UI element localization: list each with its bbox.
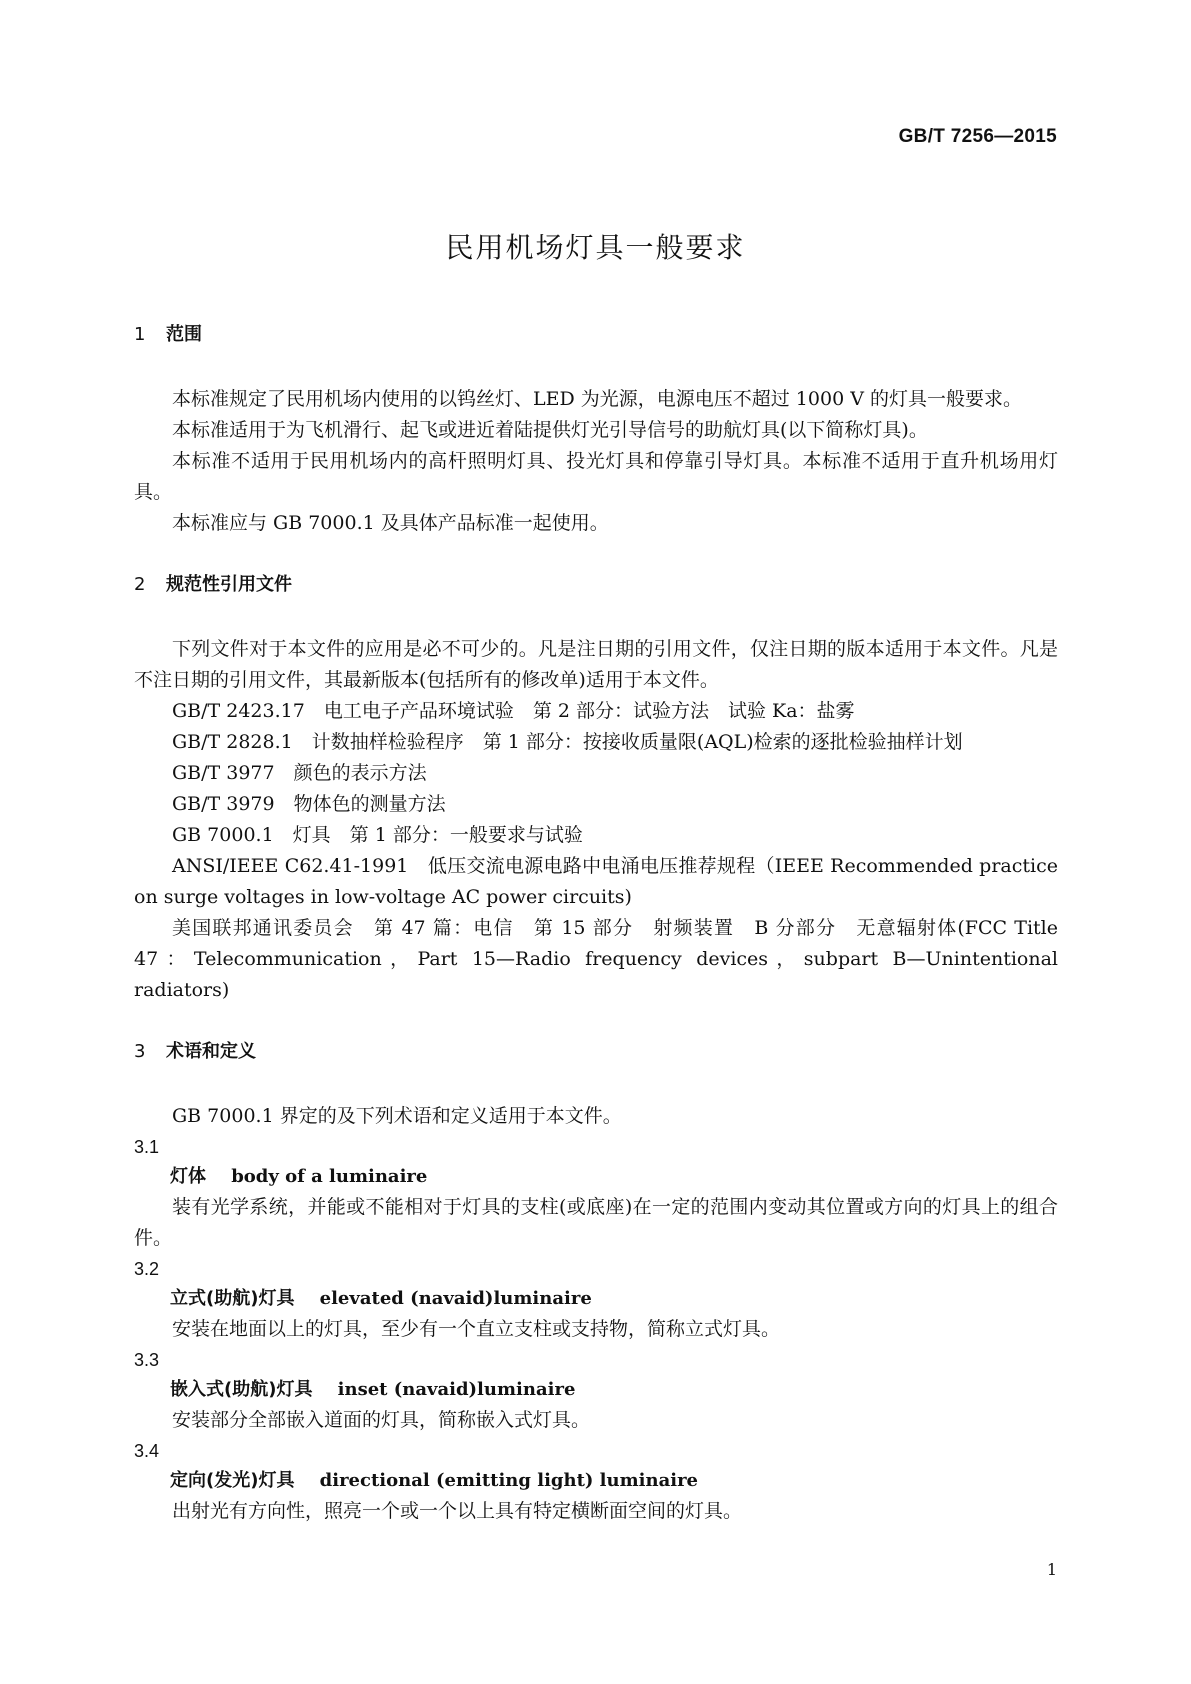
section-number: 2 [134, 574, 146, 595]
reference-item: GB/T 3977 颜色的表示方法 [172, 762, 427, 784]
section-heading-terms [134, 1039, 1058, 1065]
term-definition: 安装在地面以上的灯具，至少有一个直立支柱或支持物，简称立式灯具。 [172, 1318, 781, 1340]
reference-item: GB/T 2828.1 计数抽样检验程序 第 1 部分：按接收质量限(AQL)检索的逐批检验抽样计划 [172, 731, 963, 753]
section-heading-normative-references [134, 572, 1058, 598]
scope-paragraph: 本标准不适用于民用机场内的高杆照明灯具、投光灯具和停靠引导灯具。本标准不适用于直升机场用灯具。 [134, 450, 1058, 503]
term-title [134, 1284, 1058, 1314]
document-title: 民用机场灯具一般要求 [445, 231, 746, 264]
term-number: 3.3 [134, 1350, 160, 1370]
term-en: directional (emitting light) luminaire [319, 1470, 699, 1491]
reference-item: GB 7000.1 灯具 第 1 部分：一般要求与试验 [172, 824, 583, 846]
scope-paragraph: 本标准适用于为飞机滑行、起飞或进近着陆提供灯光引导信号的助航灯具(以下简称灯具)。 [172, 419, 928, 441]
terms-intro: GB 7000.1 界定的及下列术语和定义适用于本文件。 [172, 1105, 622, 1127]
term-zh: 定向(发光)灯具 [170, 1470, 295, 1491]
term-zh: 灯体 [170, 1166, 206, 1187]
reference-item: ANSI/IEEE C62.41-1991 低压交流电源电路中电涌电压推荐规程（IEEE Recommended practice on surge voltages in low-voltage AC power circuits) [134, 855, 1058, 908]
reference-item: GB/T 3979 物体色的测量方法 [172, 793, 446, 815]
references-intro: 下列文件对于本文件的应用是必不可少的。凡是注日期的引用文件，仅注日期的版本适用于本文件。凡是不注日期的引用文件，其最新版本(包括所有的修改单)适用于本文件。 [134, 638, 1058, 691]
term-en: body of a luminaire [231, 1166, 428, 1187]
section-heading-scope [134, 322, 1058, 348]
section-number: 3 [134, 1041, 146, 1062]
term-zh: 嵌入式(助航)灯具 [170, 1379, 313, 1400]
scope-paragraph: 本标准应与 GB 7000.1 及具体产品标准一起使用。 [172, 512, 609, 534]
term-title [134, 1466, 1058, 1496]
section-title: 规范性引用文件 [166, 574, 292, 595]
section-title: 范围 [166, 324, 202, 345]
document-body [134, 322, 1058, 1527]
term-number: 3.1 [134, 1137, 160, 1157]
standard-code: GB/T 7256—2015 [898, 126, 1057, 147]
term-title [134, 1375, 1058, 1405]
term-definition: 安装部分全部嵌入道面的灯具，简称嵌入式灯具。 [172, 1409, 591, 1431]
term-definition: 出射光有方向性，照亮一个或一个以上具有特定横断面空间的灯具。 [172, 1500, 743, 1522]
page-number: 1 [1046, 1560, 1057, 1579]
term-number: 3.2 [134, 1259, 160, 1279]
term-zh: 立式(助航)灯具 [170, 1288, 295, 1309]
scope-paragraph: 本标准规定了民用机场内使用的以钨丝灯、LED 为光源，电源电压不超过 1000 V 的灯具一般要求。 [172, 388, 1022, 410]
term-en: elevated (navaid)luminaire [319, 1288, 592, 1309]
section-number: 1 [134, 324, 146, 345]
reference-item: 美国联邦通讯委员会 第 47 篇：电信 第 15 部分 射频装置 B 分部分 无意辐射体(FCC Title 47：Telecommunication，Part 15—Radio frequency devices，subpart B—Unintentional radiators) [134, 917, 1058, 1001]
term-definition: 装有光学系统，并能或不能相对于灯具的支柱(或底座)在一定的范围内变动其位置或方向的灯具上的组合件。 [134, 1196, 1058, 1249]
section-title: 术语和定义 [166, 1041, 256, 1062]
reference-item: GB/T 2423.17 电工电子产品环境试验 第 2 部分：试验方法 试验 Ka：盐雾 [172, 700, 855, 722]
term-number: 3.4 [134, 1441, 160, 1461]
term-title [134, 1162, 1058, 1192]
term-en: inset (navaid)luminaire [337, 1379, 576, 1400]
